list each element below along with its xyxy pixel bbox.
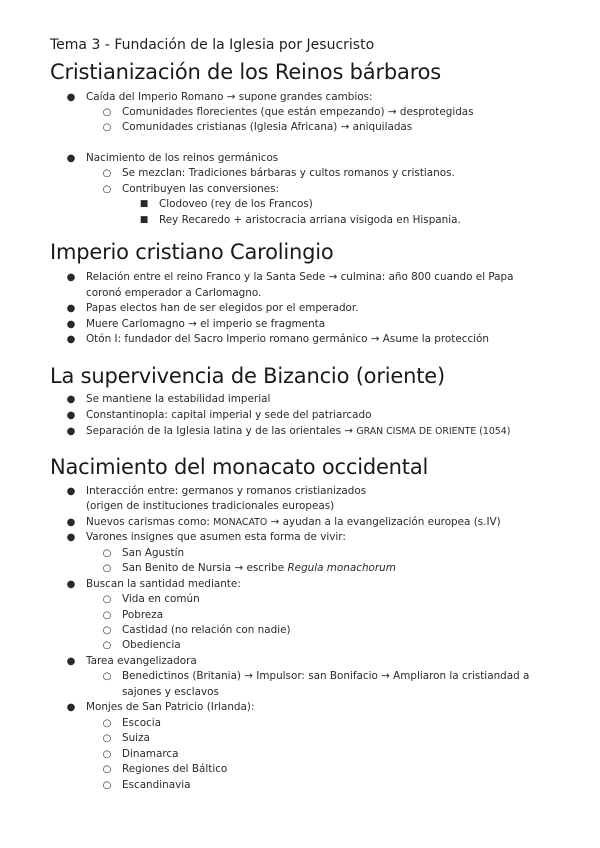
document-title: Tema 3 - Fundación de la Iglesia por Jesucristo bbox=[50, 37, 375, 53]
section-heading: Nacimiento del monacato occidental bbox=[50, 455, 429, 479]
list-item: ● Monjes de San Patricio (Irlanda): bbox=[66, 701, 255, 713]
list-item: ● Interacción entre: germanos y romanos cristianizados bbox=[66, 485, 367, 497]
list-item: ● Papas electos han de ser elegidos por el emperador. bbox=[66, 302, 359, 314]
list-item: ○ Dinamarca bbox=[102, 748, 179, 760]
list-item: ○ Castidad (no relación con nadie) bbox=[102, 624, 291, 636]
bullet-circle-icon: ○ bbox=[102, 594, 112, 605]
bullet-disc-icon: ● bbox=[66, 426, 76, 437]
list-item: ● Tarea evangelizadora bbox=[66, 655, 197, 667]
list-item-continuation: coronó emperador a Carlomagno. bbox=[86, 287, 262, 299]
list-item: ● Nacimiento de los reinos germánicos bbox=[66, 152, 279, 164]
bullet-circle-icon: ○ bbox=[102, 733, 112, 744]
bullet-circle-icon: ○ bbox=[102, 718, 112, 729]
bullet-disc-icon: ● bbox=[66, 153, 76, 164]
bullet-disc-icon: ● bbox=[66, 410, 76, 421]
section-heading: Cristianización de los Reinos bárbaros bbox=[50, 60, 442, 84]
bullet-disc-icon: ● bbox=[66, 702, 76, 713]
list-item: ● Separación de la Iglesia latina y de las orientales → GRAN CISMA DE ORIENTE (1054) bbox=[66, 425, 511, 437]
bullet-circle-icon: ○ bbox=[102, 610, 112, 621]
bullet-disc-icon: ● bbox=[66, 319, 76, 330]
list-item-continuation: sajones y esclavos bbox=[122, 686, 219, 698]
list-item: ● Constantinopla: capital imperial y sede del patriarcado bbox=[66, 409, 372, 421]
list-item: ○ Escocia bbox=[102, 717, 162, 729]
bullet-disc-icon: ● bbox=[66, 579, 76, 590]
section-heading: Imperio cristiano Carolingio bbox=[50, 240, 334, 264]
bullet-disc-icon: ● bbox=[66, 272, 76, 283]
section-heading: La supervivencia de Bizancio (oriente) bbox=[50, 364, 445, 388]
list-item: ● Muere Carlomagno → el imperio se fragmenta bbox=[66, 318, 326, 330]
list-item: ○ San Agustín bbox=[102, 547, 185, 559]
list-item: ● Caída del Imperio Romano → supone grandes cambios: bbox=[66, 91, 373, 103]
list-item: ○ Comunidades cristianas (Iglesia Africana) → aniquiladas bbox=[102, 121, 413, 133]
list-item: ■ Rey Recaredo + aristocracia arriana visigoda en Hispania. bbox=[139, 214, 461, 226]
bullet-disc-icon: ● bbox=[66, 334, 76, 345]
bullet-disc-icon: ● bbox=[66, 303, 76, 314]
bullet-disc-icon: ● bbox=[66, 656, 76, 667]
bullet-circle-icon: ○ bbox=[102, 184, 112, 195]
bullet-circle-icon: ○ bbox=[102, 671, 112, 682]
list-item: ● Nuevos carismas como: MONACATO → ayudan a la evangelización europea (s.IV) bbox=[66, 516, 501, 528]
bullet-circle-icon: ○ bbox=[102, 749, 112, 760]
bullet-disc-icon: ● bbox=[66, 92, 76, 103]
bullet-circle-icon: ○ bbox=[102, 548, 112, 559]
list-item: ○ Regiones del Báltico bbox=[102, 763, 228, 775]
bullet-disc-icon: ● bbox=[66, 394, 76, 405]
list-item: ● Relación entre el reino Franco y la Santa Sede → culmina: año 800 cuando el Papa bbox=[66, 271, 514, 283]
bullet-circle-icon: ○ bbox=[102, 563, 112, 574]
list-item: ○ Se mezclan: Tradiciones bárbaras y cultos romanos y cristianos. bbox=[102, 167, 455, 179]
list-item: ○ San Benito de Nursia → escribe Regula monachorum bbox=[102, 562, 396, 574]
bullet-circle-icon: ○ bbox=[102, 625, 112, 636]
bullet-disc-icon: ● bbox=[66, 532, 76, 543]
bullet-circle-icon: ○ bbox=[102, 780, 112, 791]
bullet-square-icon: ■ bbox=[139, 215, 149, 225]
list-item: ● Otón I: fundador del Sacro Imperio romano germánico → Asume la protección bbox=[66, 333, 489, 345]
bullet-circle-icon: ○ bbox=[102, 122, 112, 133]
bullet-disc-icon: ● bbox=[66, 486, 76, 497]
list-item: ■ Clodoveo (rey de los Francos) bbox=[139, 198, 313, 210]
bullet-square-icon: ■ bbox=[139, 199, 149, 209]
bullet-circle-icon: ○ bbox=[102, 640, 112, 651]
list-item-continuation: (origen de instituciones tradicionales europeas) bbox=[86, 500, 335, 512]
list-item: ○ Obediencia bbox=[102, 639, 181, 651]
list-item: ○ Suiza bbox=[102, 732, 150, 744]
bullet-disc-icon: ● bbox=[66, 517, 76, 528]
list-item: ○ Contribuyen las conversiones: bbox=[102, 183, 280, 195]
bullet-circle-icon: ○ bbox=[102, 107, 112, 118]
bullet-circle-icon: ○ bbox=[102, 764, 112, 775]
bullet-circle-icon: ○ bbox=[102, 168, 112, 179]
list-item: ○ Benedictinos (Britania) → Impulsor: san Bonifacio → Ampliaron la cristiandad a bbox=[102, 670, 530, 682]
list-item: ○ Pobreza bbox=[102, 609, 164, 621]
list-item: ● Se mantiene la estabilidad imperial bbox=[66, 393, 271, 405]
list-item: ● Buscan la santidad mediante: bbox=[66, 578, 241, 590]
list-item: ○ Vida en común bbox=[102, 593, 200, 605]
list-item: ● Varones insignes que asumen esta forma de vivir: bbox=[66, 531, 346, 543]
list-item: ○ Escandinavia bbox=[102, 779, 191, 791]
list-item: ○ Comunidades florecientes (que están empezando) → desprotegidas bbox=[102, 106, 474, 118]
